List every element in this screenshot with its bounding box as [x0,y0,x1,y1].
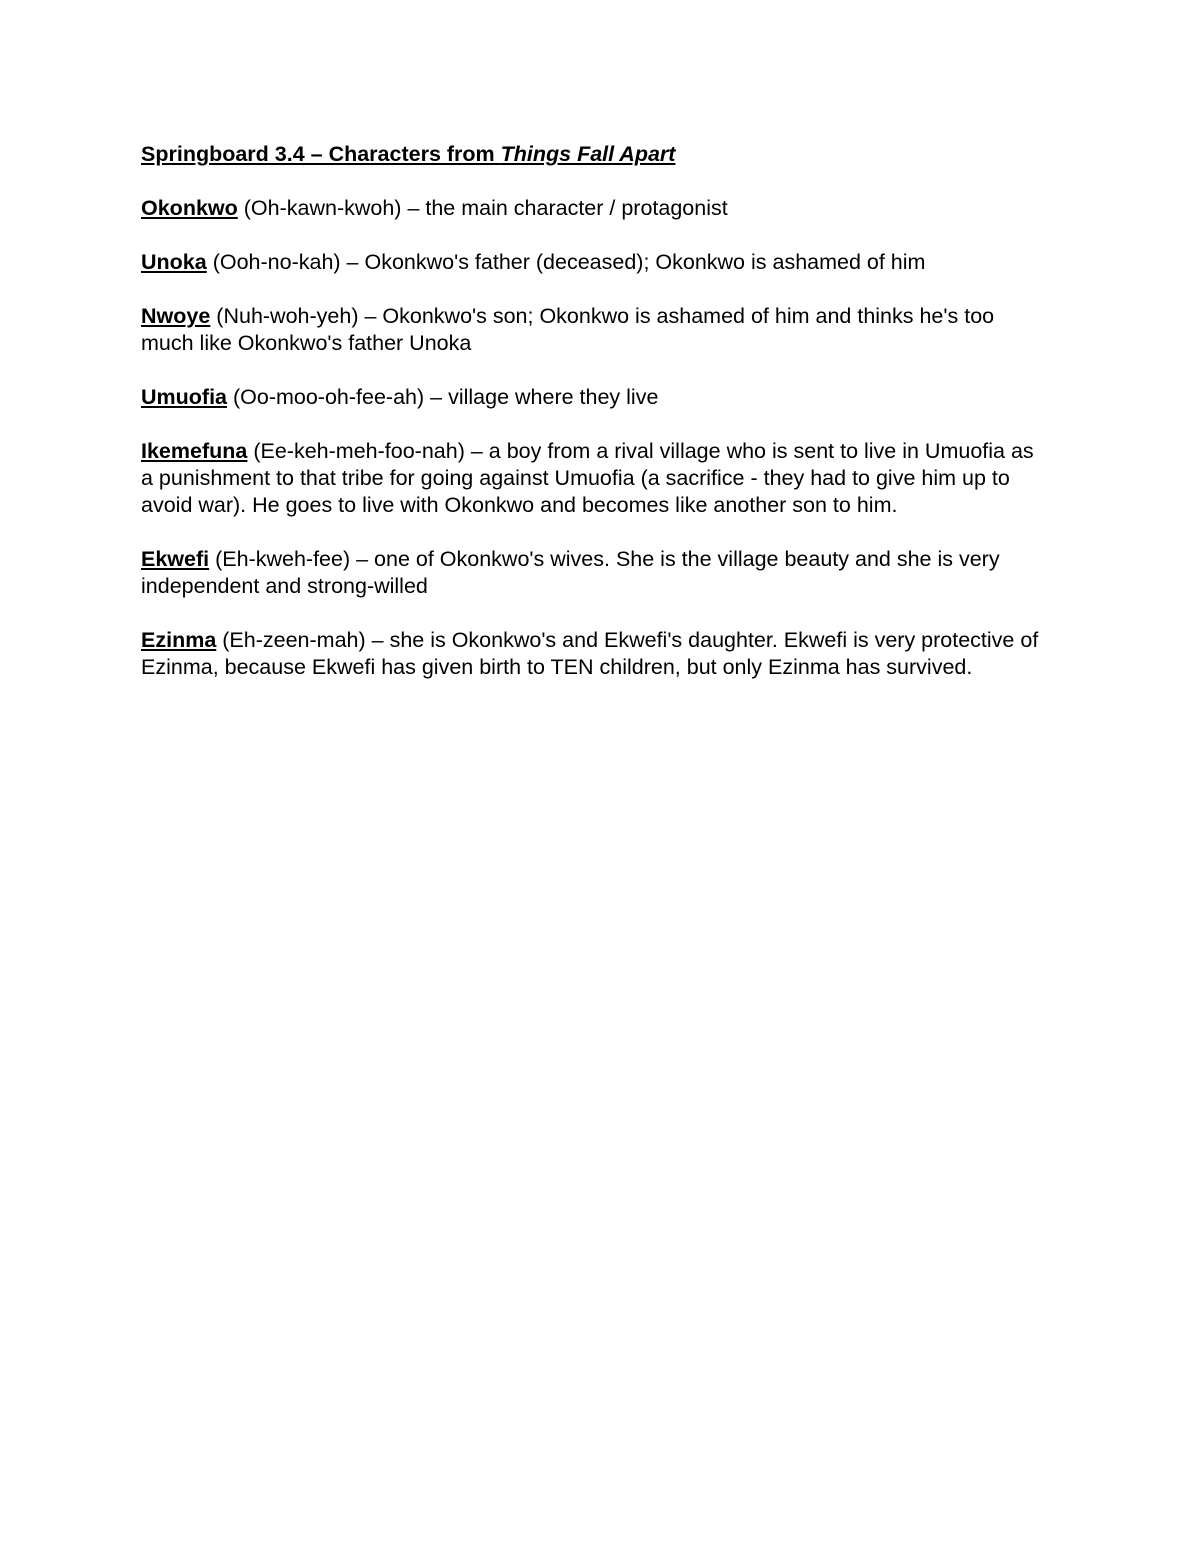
character-pronunciation: (Eh-kweh-fee) [215,547,351,571]
character-description: – Okonkwo's son; Okonkwo is ashamed of him and thinks he's too much like Okonkwo's father Unoka [141,304,995,355]
character-pronunciation: (Oh-kawn-kwoh) [243,196,402,220]
document-page [141,141,1051,708]
character-name: Okonkwo [141,196,238,220]
document-title [141,141,1051,168]
character-description: – a boy from a rival village who is sent to live in Umuofia as a punishment to that tribe for going against Umuofia (a sacrifice - they had to give him up to avoid war). He goes to live with Okonkwo and becomes like another son to him. [141,439,1034,517]
character-entry-ikemefuna [141,438,1051,519]
character-description: – one of Okonkwo's wives. She is the village beauty and she is very independent and strong-willed [141,547,1000,598]
character-pronunciation: (Ooh-no-kah) [212,250,341,274]
character-name: Unoka [141,250,207,274]
character-pronunciation: (Oo-moo-oh-fee-ah) [232,385,425,409]
character-description: – Okonkwo's father (deceased); Okonkwo is ashamed of him [346,250,926,274]
character-pronunciation: (Nuh-woh-yeh) [216,304,359,328]
character-description: – village where they live [430,385,659,409]
character-entry-nwoye [141,303,1051,357]
character-name: Ezinma [141,628,217,652]
character-name: Ekwefi [141,547,210,571]
character-description: – she is Okonkwo's and Ekwefi's daughter. Ekwefi is very protective of Ezinma, because Ekwefi has given birth to TEN children, but only Ezinma has survived. [141,628,1039,679]
character-entry-ekwefi [141,546,1051,600]
character-entry-unoka [141,249,1051,276]
character-pronunciation: (Ee-keh-meh-foo-nah) [253,439,465,463]
character-name: Ikemefuna [141,439,248,463]
title-prefix: Springboard 3.4 – Characters from [141,142,501,166]
character-entry-ezinma [141,627,1051,681]
character-description: – the main character / protagonist [407,196,728,220]
title-book: Things Fall Apart [500,142,676,166]
character-pronunciation: (Eh-zeen-mah) [222,628,366,652]
character-name: Umuofia [141,385,227,409]
character-entry-umuofia [141,384,1051,411]
character-entry-okonkwo [141,195,1051,222]
character-name: Nwoye [141,304,211,328]
